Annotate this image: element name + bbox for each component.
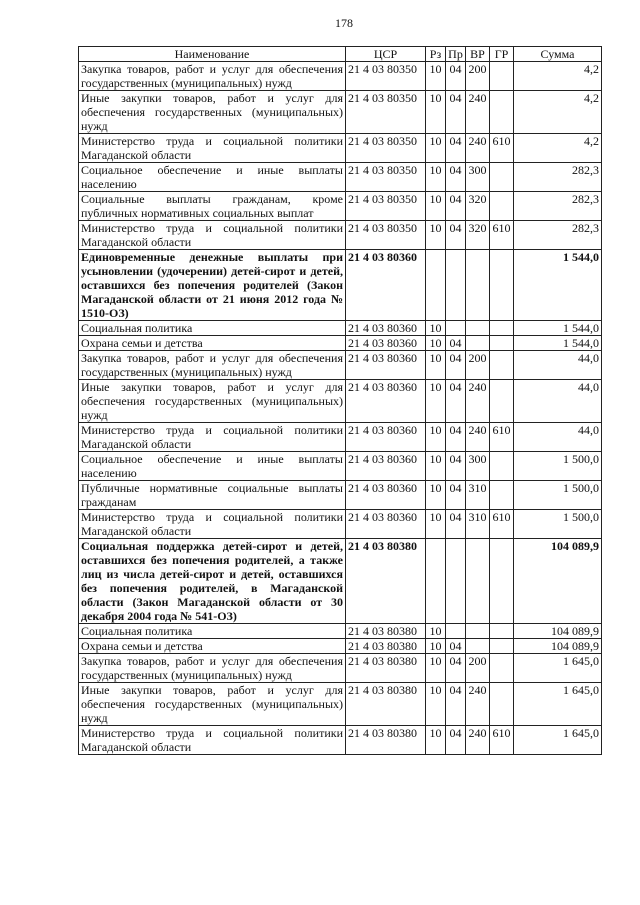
cell-vr: 300 [466, 163, 490, 192]
cell-sum: 1 500,0 [514, 452, 602, 481]
cell-pr: 04 [446, 510, 466, 539]
cell-vr: 240 [466, 683, 490, 726]
cell-gr [490, 539, 514, 624]
cell-vr: 240 [466, 423, 490, 452]
cell-sum: 44,0 [514, 380, 602, 423]
cell-gr [490, 91, 514, 134]
cell-gr: 610 [490, 423, 514, 452]
cell-pr [446, 321, 466, 336]
table-row [79, 380, 602, 423]
cell-pr: 04 [446, 221, 466, 250]
cell-name: Министерство труда и социальной политики Магаданской области [79, 726, 346, 755]
cell-rz [426, 539, 446, 624]
table-row [79, 726, 602, 755]
cell-sum: 104 089,9 [514, 624, 602, 639]
table-row [79, 336, 602, 351]
cell-sum: 4,2 [514, 134, 602, 163]
cell-sum: 1 645,0 [514, 683, 602, 726]
cell-sum: 1 544,0 [514, 321, 602, 336]
cell-name: Закупка товаров, работ и услуг для обеспечения государственных (муниципальных) нужд [79, 351, 346, 380]
budget-table [78, 46, 602, 755]
cell-name: Социальная политика [79, 321, 346, 336]
cell-pr: 04 [446, 351, 466, 380]
cell-sum: 4,2 [514, 62, 602, 91]
cell-pr: 04 [446, 726, 466, 755]
cell-gr: 610 [490, 726, 514, 755]
cell-gr [490, 163, 514, 192]
cell-vr: 320 [466, 221, 490, 250]
cell-vr [466, 539, 490, 624]
cell-sum: 1 544,0 [514, 336, 602, 351]
cell-vr: 310 [466, 481, 490, 510]
column-header-sum: Сумма [514, 47, 602, 62]
cell-csr: 21 4 03 80380 [346, 624, 426, 639]
cell-rz: 10 [426, 192, 446, 221]
cell-vr: 300 [466, 452, 490, 481]
cell-name: Министерство труда и социальной политики Магаданской области [79, 134, 346, 163]
cell-name: Министерство труда и социальной политики Магаданской области [79, 510, 346, 539]
cell-gr [490, 481, 514, 510]
cell-pr: 04 [446, 134, 466, 163]
cell-csr: 21 4 03 80350 [346, 192, 426, 221]
cell-name: Социальные выплаты гражданам, кроме публичных нормативных социальных выплат [79, 192, 346, 221]
cell-sum: 1 544,0 [514, 250, 602, 321]
cell-csr: 21 4 03 80380 [346, 654, 426, 683]
cell-gr [490, 380, 514, 423]
cell-name: Единовременные денежные выплаты при усыновлении (удочерении) детей-сирот и детей, оставшихся без попечения родителей (Закон Магаданской области от 21 июня 2012 года № 1510-ОЗ) [79, 250, 346, 321]
cell-csr: 21 4 03 80380 [346, 683, 426, 726]
cell-rz: 10 [426, 452, 446, 481]
table-row [79, 481, 602, 510]
cell-rz: 10 [426, 481, 446, 510]
cell-csr: 21 4 03 80350 [346, 221, 426, 250]
table-body [79, 62, 602, 755]
cell-gr [490, 351, 514, 380]
cell-sum: 1 645,0 [514, 654, 602, 683]
column-header-name: Наименование [79, 47, 346, 62]
cell-pr: 04 [446, 192, 466, 221]
cell-pr: 04 [446, 62, 466, 91]
cell-csr: 21 4 03 80350 [346, 91, 426, 134]
cell-pr [446, 250, 466, 321]
cell-rz: 10 [426, 91, 446, 134]
cell-pr: 04 [446, 91, 466, 134]
cell-name: Публичные нормативные социальные выплаты гражданам [79, 481, 346, 510]
cell-name: Иные закупки товаров, работ и услуг для обеспечения государственных (муниципальных) нужд [79, 380, 346, 423]
cell-sum: 4,2 [514, 91, 602, 134]
cell-rz: 10 [426, 336, 446, 351]
cell-rz: 10 [426, 134, 446, 163]
column-header-pr: Пр [446, 47, 466, 62]
cell-gr [490, 452, 514, 481]
cell-rz: 10 [426, 351, 446, 380]
cell-csr: 21 4 03 80350 [346, 134, 426, 163]
cell-name: Охрана семьи и детства [79, 639, 346, 654]
cell-vr [466, 336, 490, 351]
cell-csr: 21 4 03 80360 [346, 380, 426, 423]
cell-rz: 10 [426, 639, 446, 654]
cell-pr [446, 539, 466, 624]
cell-pr: 04 [446, 481, 466, 510]
cell-rz: 10 [426, 321, 446, 336]
table-row [79, 624, 602, 639]
cell-vr: 240 [466, 380, 490, 423]
cell-csr: 21 4 03 80360 [346, 510, 426, 539]
cell-gr [490, 192, 514, 221]
table-row [79, 423, 602, 452]
cell-gr [490, 624, 514, 639]
cell-rz: 10 [426, 624, 446, 639]
cell-vr [466, 639, 490, 654]
cell-rz: 10 [426, 510, 446, 539]
cell-name: Социальное обеспечение и иные выплаты населению [79, 452, 346, 481]
cell-csr: 21 4 03 80360 [346, 423, 426, 452]
cell-sum: 104 089,9 [514, 639, 602, 654]
cell-gr: 610 [490, 510, 514, 539]
cell-vr: 200 [466, 351, 490, 380]
cell-pr: 04 [446, 423, 466, 452]
table-row [79, 510, 602, 539]
cell-vr: 320 [466, 192, 490, 221]
cell-gr [490, 321, 514, 336]
cell-rz: 10 [426, 423, 446, 452]
table-row [79, 351, 602, 380]
cell-vr: 240 [466, 134, 490, 163]
cell-vr: 200 [466, 62, 490, 91]
cell-gr [490, 639, 514, 654]
cell-name: Охрана семьи и детства [79, 336, 346, 351]
cell-csr: 21 4 03 80380 [346, 539, 426, 624]
cell-csr: 21 4 03 80380 [346, 639, 426, 654]
cell-csr: 21 4 03 80360 [346, 481, 426, 510]
cell-rz: 10 [426, 62, 446, 91]
cell-name: Закупка товаров, работ и услуг для обеспечения государственных (муниципальных) нужд [79, 654, 346, 683]
cell-sum: 282,3 [514, 221, 602, 250]
column-header-gr: ГР [490, 47, 514, 62]
cell-csr: 21 4 03 80360 [346, 336, 426, 351]
cell-name: Иные закупки товаров, работ и услуг для обеспечения государственных (муниципальных) нужд [79, 91, 346, 134]
cell-sum: 282,3 [514, 163, 602, 192]
cell-pr: 04 [446, 380, 466, 423]
cell-vr [466, 624, 490, 639]
cell-name: Министерство труда и социальной политики Магаданской области [79, 221, 346, 250]
cell-name: Иные закупки товаров, работ и услуг для обеспечения государственных (муниципальных) нужд [79, 683, 346, 726]
cell-gr [490, 62, 514, 91]
cell-gr [490, 250, 514, 321]
table-row [79, 91, 602, 134]
cell-rz [426, 250, 446, 321]
cell-csr: 21 4 03 80360 [346, 250, 426, 321]
cell-vr: 200 [466, 654, 490, 683]
table-row [79, 250, 602, 321]
cell-gr: 610 [490, 134, 514, 163]
cell-name: Социальная поддержка детей-сирот и детей, оставшихся без попечения родителей, а также лиц из числа детей-сирот и детей, оставшихся без попечения родителей, в Магаданской области (Закон Магаданской области от 30 декабря 2004 года № 541-ОЗ) [79, 539, 346, 624]
cell-pr: 04 [446, 163, 466, 192]
cell-sum: 44,0 [514, 351, 602, 380]
cell-sum: 1 500,0 [514, 481, 602, 510]
cell-pr: 04 [446, 683, 466, 726]
cell-pr [446, 624, 466, 639]
cell-csr: 21 4 03 80360 [346, 321, 426, 336]
table-row [79, 683, 602, 726]
table-row [79, 192, 602, 221]
table-row [79, 221, 602, 250]
cell-gr: 610 [490, 221, 514, 250]
cell-pr: 04 [446, 452, 466, 481]
cell-sum: 104 089,9 [514, 539, 602, 624]
table-row [79, 654, 602, 683]
cell-name: Социальное обеспечение и иные выплаты населению [79, 163, 346, 192]
cell-rz: 10 [426, 726, 446, 755]
cell-vr: 240 [466, 726, 490, 755]
cell-name: Министерство труда и социальной политики Магаданской области [79, 423, 346, 452]
cell-gr [490, 683, 514, 726]
cell-csr: 21 4 03 80380 [346, 726, 426, 755]
cell-pr: 04 [446, 639, 466, 654]
cell-rz: 10 [426, 163, 446, 192]
table-row [79, 62, 602, 91]
cell-name: Социальная политика [79, 624, 346, 639]
table-row [79, 134, 602, 163]
column-header-csr: ЦСР [346, 47, 426, 62]
cell-rz: 10 [426, 221, 446, 250]
cell-rz: 10 [426, 380, 446, 423]
cell-vr: 240 [466, 91, 490, 134]
cell-vr [466, 321, 490, 336]
cell-pr: 04 [446, 336, 466, 351]
cell-gr [490, 654, 514, 683]
cell-csr: 21 4 03 80360 [346, 452, 426, 481]
column-header-rz: Рз [426, 47, 446, 62]
table-row [79, 539, 602, 624]
column-header-vr: ВР [466, 47, 490, 62]
cell-sum: 1 500,0 [514, 510, 602, 539]
cell-csr: 21 4 03 80360 [346, 351, 426, 380]
cell-sum: 282,3 [514, 192, 602, 221]
table-row [79, 163, 602, 192]
cell-vr: 310 [466, 510, 490, 539]
cell-rz: 10 [426, 683, 446, 726]
cell-csr: 21 4 03 80350 [346, 62, 426, 91]
cell-csr: 21 4 03 80350 [346, 163, 426, 192]
cell-pr: 04 [446, 654, 466, 683]
table-row [79, 639, 602, 654]
table-row [79, 321, 602, 336]
cell-sum: 1 645,0 [514, 726, 602, 755]
cell-vr [466, 250, 490, 321]
cell-name: Закупка товаров, работ и услуг для обеспечения государственных (муниципальных) нужд [79, 62, 346, 91]
table-header-row [79, 47, 602, 62]
cell-gr [490, 336, 514, 351]
table-row [79, 452, 602, 481]
cell-sum: 44,0 [514, 423, 602, 452]
cell-rz: 10 [426, 654, 446, 683]
page-number: 178 [335, 16, 353, 30]
